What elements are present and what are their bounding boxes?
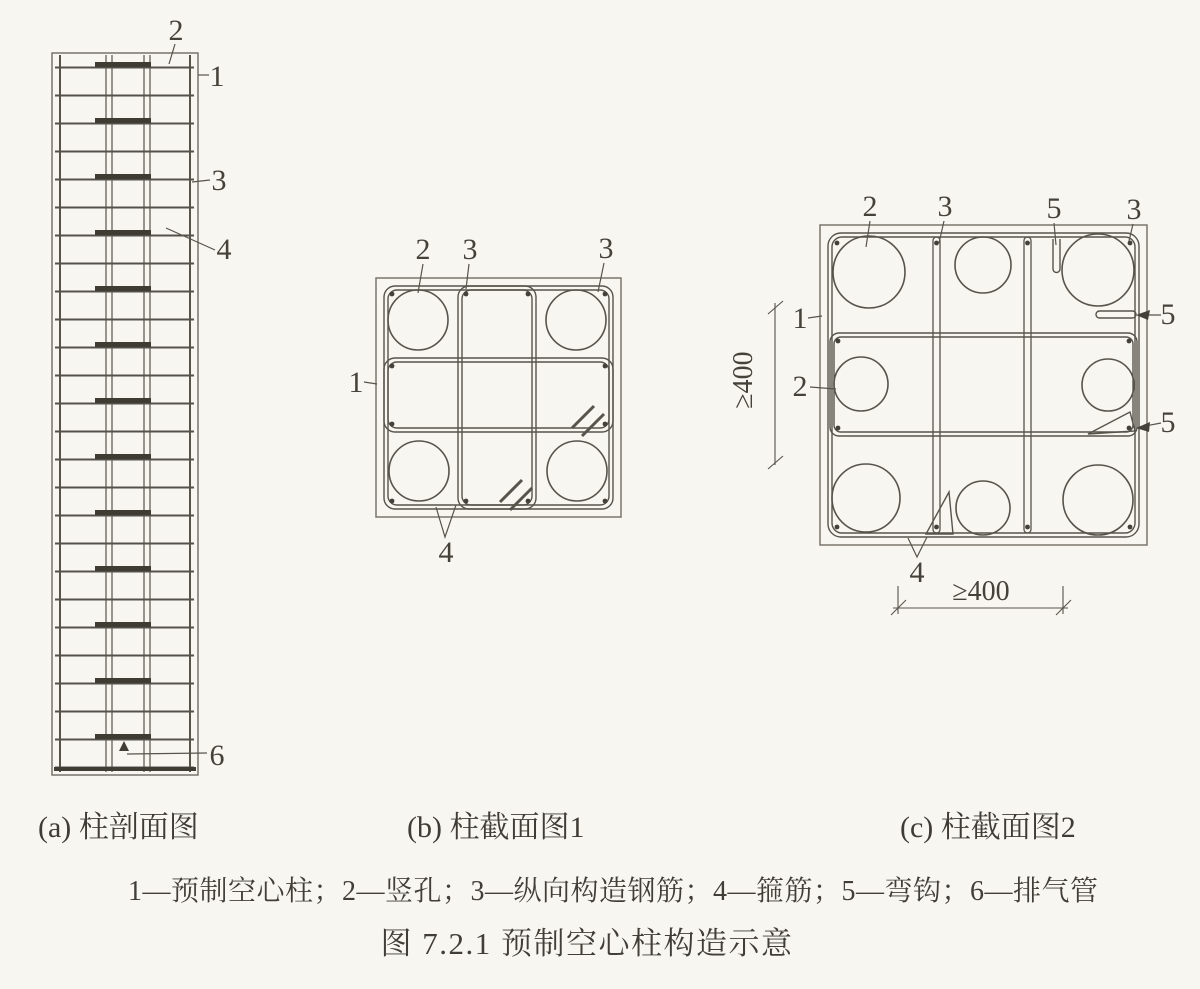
figure-caption: 图 7.2.1 预制空心柱构造示意 <box>380 926 794 961</box>
callout-2: 2 <box>415 233 431 266</box>
callout-6: 6 <box>209 739 225 772</box>
callout-2: 2 <box>862 190 878 223</box>
column-outline <box>820 225 1147 545</box>
vertical-stirrup-legs <box>933 237 1031 533</box>
outer-stirrup <box>384 286 613 509</box>
callout-3: 3 <box>211 164 227 197</box>
vertical-stirrup <box>458 286 536 509</box>
caption-panel-b: (b) 柱截面图1 <box>407 811 585 844</box>
column-outline <box>376 278 621 517</box>
tie-bars <box>95 62 151 762</box>
caption-panel-c: (c) 柱截面图2 <box>900 811 1076 844</box>
horizontal-dim-text: ≥400 <box>952 576 1010 607</box>
figure-legend: 1—预制空心柱；2—竖孔；3—纵向构造钢筋；4—箍筋；5—弯钩；6—排气管 <box>128 876 1099 907</box>
callout-2-left: 2 <box>792 370 808 403</box>
callout-1: 1 <box>209 60 225 93</box>
callout-1: 1 <box>348 366 364 399</box>
stirrup-hook-marks <box>500 406 604 510</box>
hook-triangle-right <box>1088 412 1135 434</box>
panel-c-dimensions <box>728 301 1071 615</box>
callout-3b: 3 <box>598 232 614 265</box>
callout-4: 4 <box>216 233 232 266</box>
caption-panel-a: (a) 柱剖面图 <box>38 811 199 844</box>
callout-5-right-top: 5 <box>1160 298 1176 331</box>
vertical-holes <box>832 234 1134 535</box>
callout-1: 1 <box>792 302 808 335</box>
panel-c-cross-section-2 <box>820 225 1147 545</box>
vertical-holes <box>388 290 607 501</box>
horizontal-stirrup <box>830 333 1137 436</box>
vertical-dim-text: ≥400 <box>728 351 759 409</box>
callout-3b: 3 <box>1126 193 1142 226</box>
callout-3: 3 <box>462 233 478 266</box>
callout-2: 2 <box>168 14 184 47</box>
callout-4: 4 <box>438 536 454 569</box>
hook-horizontal <box>1096 311 1136 318</box>
panel-a-column-elevation <box>52 53 198 775</box>
panel-b-cross-section-1 <box>376 278 621 517</box>
outer-stirrup <box>828 233 1139 537</box>
rebar-dots <box>835 241 1133 530</box>
rebar-dots <box>390 292 608 504</box>
callout-3: 3 <box>937 190 953 223</box>
callout-5-right-bottom: 5 <box>1160 406 1176 439</box>
callout-5: 5 <box>1046 192 1062 225</box>
callout-4: 4 <box>909 556 925 589</box>
